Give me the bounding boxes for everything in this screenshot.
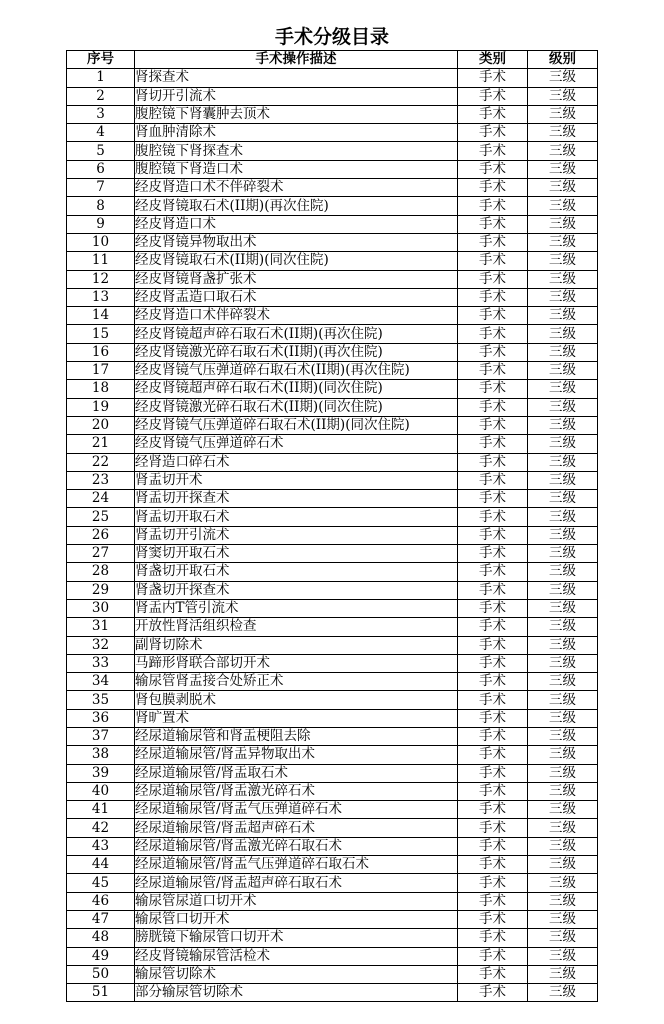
- row-category: 手术: [458, 856, 528, 874]
- table-row: [67, 691, 598, 709]
- row-number: 31: [67, 618, 135, 636]
- row-number: 16: [67, 343, 135, 361]
- table-row: [67, 563, 598, 581]
- header-category: 类别: [458, 51, 528, 69]
- row-description: 经皮肾镜输尿管活检术: [135, 947, 458, 965]
- table-row: [67, 727, 598, 745]
- row-number: 2: [67, 87, 135, 105]
- row-level: 三级: [528, 160, 598, 178]
- row-level: 三级: [528, 910, 598, 928]
- row-number: 40: [67, 782, 135, 800]
- table-row: [67, 325, 598, 343]
- row-level: 三级: [528, 892, 598, 910]
- row-number: 49: [67, 947, 135, 965]
- table-row: [67, 984, 598, 1002]
- row-number: 1: [67, 69, 135, 87]
- row-description: 肾盏切开取石术: [135, 563, 458, 581]
- row-description: 经尿道输尿管/肾盂气压弹道碎石术: [135, 801, 458, 819]
- header-no: 序号: [67, 51, 135, 69]
- row-number: 25: [67, 508, 135, 526]
- row-level: 三级: [528, 746, 598, 764]
- row-level: 三级: [528, 343, 598, 361]
- row-category: 手术: [458, 599, 528, 617]
- row-number: 13: [67, 288, 135, 306]
- row-level: 三级: [528, 435, 598, 453]
- table-row: [67, 581, 598, 599]
- row-category: 手术: [458, 380, 528, 398]
- table-row: [67, 654, 598, 672]
- row-category: 手术: [458, 307, 528, 325]
- row-level: 三级: [528, 618, 598, 636]
- table-row: [67, 837, 598, 855]
- row-level: 三级: [528, 307, 598, 325]
- row-level: 三级: [528, 105, 598, 123]
- row-number: 34: [67, 673, 135, 691]
- row-level: 三级: [528, 984, 598, 1002]
- table-row: [67, 105, 598, 123]
- row-category: 手术: [458, 69, 528, 87]
- row-category: 手术: [458, 837, 528, 855]
- table-row: [67, 599, 598, 617]
- row-description: 马蹄形肾联合部切开术: [135, 654, 458, 672]
- table-row: [67, 233, 598, 251]
- row-number: 14: [67, 307, 135, 325]
- row-level: 三级: [528, 288, 598, 306]
- row-level: 三级: [528, 124, 598, 142]
- row-category: 手术: [458, 398, 528, 416]
- row-number: 4: [67, 124, 135, 142]
- row-number: 8: [67, 197, 135, 215]
- row-description: 肾盂切开探查术: [135, 490, 458, 508]
- table-row: [67, 856, 598, 874]
- table-body: [67, 69, 598, 1002]
- row-category: 手术: [458, 362, 528, 380]
- table-row: [67, 965, 598, 983]
- row-level: 三级: [528, 416, 598, 434]
- row-level: 三级: [528, 636, 598, 654]
- row-description: 经皮肾镜气压弹道碎石取石术(II期)(同次住院): [135, 416, 458, 434]
- row-description: 部分输尿管切除术: [135, 984, 458, 1002]
- row-category: 手术: [458, 233, 528, 251]
- row-category: 手术: [458, 179, 528, 197]
- row-category: 手术: [458, 270, 528, 288]
- row-category: 手术: [458, 416, 528, 434]
- table-row: [67, 270, 598, 288]
- row-number: 37: [67, 727, 135, 745]
- row-level: 三级: [528, 709, 598, 727]
- row-description: 经皮肾镜激光碎石取石术(II期)(再次住院): [135, 343, 458, 361]
- row-category: 手术: [458, 160, 528, 178]
- table-row: [67, 179, 598, 197]
- table-row: [67, 252, 598, 270]
- table-row: [67, 947, 598, 965]
- row-category: 手术: [458, 654, 528, 672]
- row-number: 24: [67, 490, 135, 508]
- row-level: 三级: [528, 874, 598, 892]
- row-category: 手术: [458, 618, 528, 636]
- row-number: 28: [67, 563, 135, 581]
- row-description: 经尿道输尿管/肾盂超声碎石取石术: [135, 874, 458, 892]
- table-row: [67, 215, 598, 233]
- row-description: 经尿道输尿管/肾盂激光碎石术: [135, 782, 458, 800]
- row-number: 50: [67, 965, 135, 983]
- row-level: 三级: [528, 929, 598, 947]
- table-row: [67, 526, 598, 544]
- table-row: [67, 380, 598, 398]
- row-number: 41: [67, 801, 135, 819]
- table-row: [67, 929, 598, 947]
- row-description: 经尿道输尿管/肾盂气压弹道碎石取石术: [135, 856, 458, 874]
- row-level: 三级: [528, 380, 598, 398]
- row-category: 手术: [458, 709, 528, 727]
- row-description: 肾血肿清除术: [135, 124, 458, 142]
- row-level: 三级: [528, 837, 598, 855]
- row-number: 45: [67, 874, 135, 892]
- row-category: 手术: [458, 819, 528, 837]
- row-number: 9: [67, 215, 135, 233]
- table-row: [67, 819, 598, 837]
- row-description: 肾盂切开引流术: [135, 526, 458, 544]
- table-row: [67, 362, 598, 380]
- table-row: [67, 764, 598, 782]
- row-category: 手术: [458, 526, 528, 544]
- row-level: 三级: [528, 782, 598, 800]
- row-level: 三级: [528, 233, 598, 251]
- row-description: 肾盏切开探查术: [135, 581, 458, 599]
- row-description: 经皮肾镜取石术(II期)(同次住院): [135, 252, 458, 270]
- row-number: 39: [67, 764, 135, 782]
- table-row: [67, 288, 598, 306]
- row-category: 手术: [458, 801, 528, 819]
- row-description: 肾盂切开术: [135, 471, 458, 489]
- row-level: 三级: [528, 197, 598, 215]
- table-row: [67, 160, 598, 178]
- row-category: 手术: [458, 124, 528, 142]
- row-description: 经尿道输尿管/肾盂异物取出术: [135, 746, 458, 764]
- row-number: 42: [67, 819, 135, 837]
- row-level: 三级: [528, 581, 598, 599]
- row-description: 经皮肾镜取石术(II期)(再次住院): [135, 197, 458, 215]
- row-description: 经皮肾镜超声碎石取石术(II期)(再次住院): [135, 325, 458, 343]
- row-number: 44: [67, 856, 135, 874]
- row-description: 肾旷置术: [135, 709, 458, 727]
- row-number: 20: [67, 416, 135, 434]
- row-number: 3: [67, 105, 135, 123]
- row-category: 手术: [458, 673, 528, 691]
- row-level: 三级: [528, 965, 598, 983]
- row-description: 经皮肾镜超声碎石取石术(II期)(同次住院): [135, 380, 458, 398]
- row-level: 三级: [528, 252, 598, 270]
- row-description: 经尿道输尿管/肾盂取石术: [135, 764, 458, 782]
- row-category: 手术: [458, 105, 528, 123]
- row-description: 输尿管尿道口切开术: [135, 892, 458, 910]
- row-description: 肾盂内T管引流术: [135, 599, 458, 617]
- row-category: 手术: [458, 325, 528, 343]
- row-description: 输尿管口切开术: [135, 910, 458, 928]
- row-description: 肾盂切开取石术: [135, 508, 458, 526]
- row-number: 38: [67, 746, 135, 764]
- row-level: 三级: [528, 398, 598, 416]
- row-description: 输尿管切除术: [135, 965, 458, 983]
- row-level: 三级: [528, 545, 598, 563]
- row-number: 23: [67, 471, 135, 489]
- row-description: 经尿道输尿管和肾盂梗阻去除: [135, 727, 458, 745]
- row-number: 47: [67, 910, 135, 928]
- row-description: 经皮肾镜肾盏扩张术: [135, 270, 458, 288]
- table-row: [67, 910, 598, 928]
- table-row: [67, 416, 598, 434]
- table-row: [67, 343, 598, 361]
- table-row: [67, 453, 598, 471]
- row-description: 肾窦切开取石术: [135, 545, 458, 563]
- row-category: 手术: [458, 764, 528, 782]
- row-category: 手术: [458, 691, 528, 709]
- row-category: 手术: [458, 965, 528, 983]
- row-category: 手术: [458, 435, 528, 453]
- row-level: 三级: [528, 691, 598, 709]
- row-level: 三级: [528, 508, 598, 526]
- page-title: 手术分级目录: [274, 26, 389, 48]
- row-level: 三级: [528, 362, 598, 380]
- row-description: 经皮肾镜气压弹道碎石取石术(II期)(再次住院): [135, 362, 458, 380]
- table-row: [67, 636, 598, 654]
- row-description: 肾切开引流术: [135, 87, 458, 105]
- row-number: 6: [67, 160, 135, 178]
- row-level: 三级: [528, 179, 598, 197]
- row-number: 15: [67, 325, 135, 343]
- row-number: 48: [67, 929, 135, 947]
- row-number: 18: [67, 380, 135, 398]
- table-row: [67, 709, 598, 727]
- row-description: 经皮肾镜异物取出术: [135, 233, 458, 251]
- row-level: 三级: [528, 727, 598, 745]
- table-row: [67, 892, 598, 910]
- table-row: [67, 545, 598, 563]
- row-description: 膀胱镜下输尿管口切开术: [135, 929, 458, 947]
- row-number: 7: [67, 179, 135, 197]
- row-description: 经皮肾造口术伴碎裂术: [135, 307, 458, 325]
- row-description: 经肾造口碎石术: [135, 453, 458, 471]
- row-category: 手术: [458, 508, 528, 526]
- row-description: 开放性肾活组织检查: [135, 618, 458, 636]
- row-number: 26: [67, 526, 135, 544]
- row-category: 手术: [458, 563, 528, 581]
- row-category: 手术: [458, 490, 528, 508]
- row-number: 17: [67, 362, 135, 380]
- table-row: [67, 801, 598, 819]
- row-level: 三级: [528, 819, 598, 837]
- table-row: [67, 398, 598, 416]
- row-category: 手术: [458, 453, 528, 471]
- row-description: 经皮肾造口术不伴碎裂术: [135, 179, 458, 197]
- row-category: 手术: [458, 746, 528, 764]
- header-desc: 手术操作描述: [135, 51, 458, 69]
- row-category: 手术: [458, 343, 528, 361]
- row-number: 30: [67, 599, 135, 617]
- row-description: 副肾切除术: [135, 636, 458, 654]
- row-level: 三级: [528, 69, 598, 87]
- table-row: [67, 142, 598, 160]
- table-row: [67, 508, 598, 526]
- row-category: 手术: [458, 874, 528, 892]
- row-level: 三级: [528, 599, 598, 617]
- row-level: 三级: [528, 471, 598, 489]
- row-description: 腹腔镜下肾探查术: [135, 142, 458, 160]
- row-description: 肾包膜剥脱术: [135, 691, 458, 709]
- row-level: 三级: [528, 453, 598, 471]
- table-header-row: [67, 51, 598, 69]
- row-category: 手术: [458, 252, 528, 270]
- table-row: [67, 197, 598, 215]
- row-description: 经皮肾镜激光碎石取石术(II期)(同次住院): [135, 398, 458, 416]
- row-category: 手术: [458, 782, 528, 800]
- row-number: 43: [67, 837, 135, 855]
- row-level: 三级: [528, 325, 598, 343]
- row-category: 手术: [458, 545, 528, 563]
- row-category: 手术: [458, 947, 528, 965]
- row-category: 手术: [458, 984, 528, 1002]
- table-row: [67, 746, 598, 764]
- row-level: 三级: [528, 87, 598, 105]
- row-number: 21: [67, 435, 135, 453]
- row-category: 手术: [458, 581, 528, 599]
- row-category: 手术: [458, 892, 528, 910]
- header-level: 级别: [528, 51, 598, 69]
- row-level: 三级: [528, 490, 598, 508]
- row-number: 33: [67, 654, 135, 672]
- row-category: 手术: [458, 910, 528, 928]
- row-description: 经皮肾盂造口取石术: [135, 288, 458, 306]
- row-level: 三级: [528, 856, 598, 874]
- surgery-table: [66, 50, 598, 1002]
- row-category: 手术: [458, 929, 528, 947]
- row-category: 手术: [458, 197, 528, 215]
- row-category: 手术: [458, 288, 528, 306]
- table-row: [67, 782, 598, 800]
- row-description: 经皮肾造口术: [135, 215, 458, 233]
- row-level: 三级: [528, 215, 598, 233]
- table-row: [67, 673, 598, 691]
- row-category: 手术: [458, 727, 528, 745]
- row-number: 5: [67, 142, 135, 160]
- row-level: 三级: [528, 563, 598, 581]
- row-description: 腹腔镜下肾囊肿去顶术: [135, 105, 458, 123]
- row-description: 腹腔镜下肾造口术: [135, 160, 458, 178]
- row-level: 三级: [528, 270, 598, 288]
- table-row: [67, 435, 598, 453]
- table-row: [67, 124, 598, 142]
- row-category: 手术: [458, 471, 528, 489]
- row-number: 32: [67, 636, 135, 654]
- table-row: [67, 618, 598, 636]
- row-description: 经尿道输尿管/肾盂激光碎石取石术: [135, 837, 458, 855]
- row-number: 27: [67, 545, 135, 563]
- table-row: [67, 471, 598, 489]
- row-number: 51: [67, 984, 135, 1002]
- row-number: 12: [67, 270, 135, 288]
- table-row: [67, 307, 598, 325]
- row-number: 11: [67, 252, 135, 270]
- row-level: 三级: [528, 526, 598, 544]
- row-level: 三级: [528, 673, 598, 691]
- row-number: 36: [67, 709, 135, 727]
- row-number: 29: [67, 581, 135, 599]
- table-row: [67, 490, 598, 508]
- row-level: 三级: [528, 654, 598, 672]
- row-number: 10: [67, 233, 135, 251]
- row-description: 输尿管肾盂接合处矫正术: [135, 673, 458, 691]
- row-description: 经尿道输尿管/肾盂超声碎石术: [135, 819, 458, 837]
- table-row: [67, 874, 598, 892]
- row-number: 19: [67, 398, 135, 416]
- row-description: 经皮肾镜气压弹道碎石术: [135, 435, 458, 453]
- row-level: 三级: [528, 142, 598, 160]
- row-level: 三级: [528, 947, 598, 965]
- row-category: 手术: [458, 142, 528, 160]
- row-level: 三级: [528, 801, 598, 819]
- row-category: 手术: [458, 215, 528, 233]
- row-number: 46: [67, 892, 135, 910]
- row-description: 肾探查术: [135, 69, 458, 87]
- row-level: 三级: [528, 764, 598, 782]
- row-number: 35: [67, 691, 135, 709]
- table-row: [67, 87, 598, 105]
- row-number: 22: [67, 453, 135, 471]
- row-category: 手术: [458, 87, 528, 105]
- table-row: [67, 69, 598, 87]
- row-category: 手术: [458, 636, 528, 654]
